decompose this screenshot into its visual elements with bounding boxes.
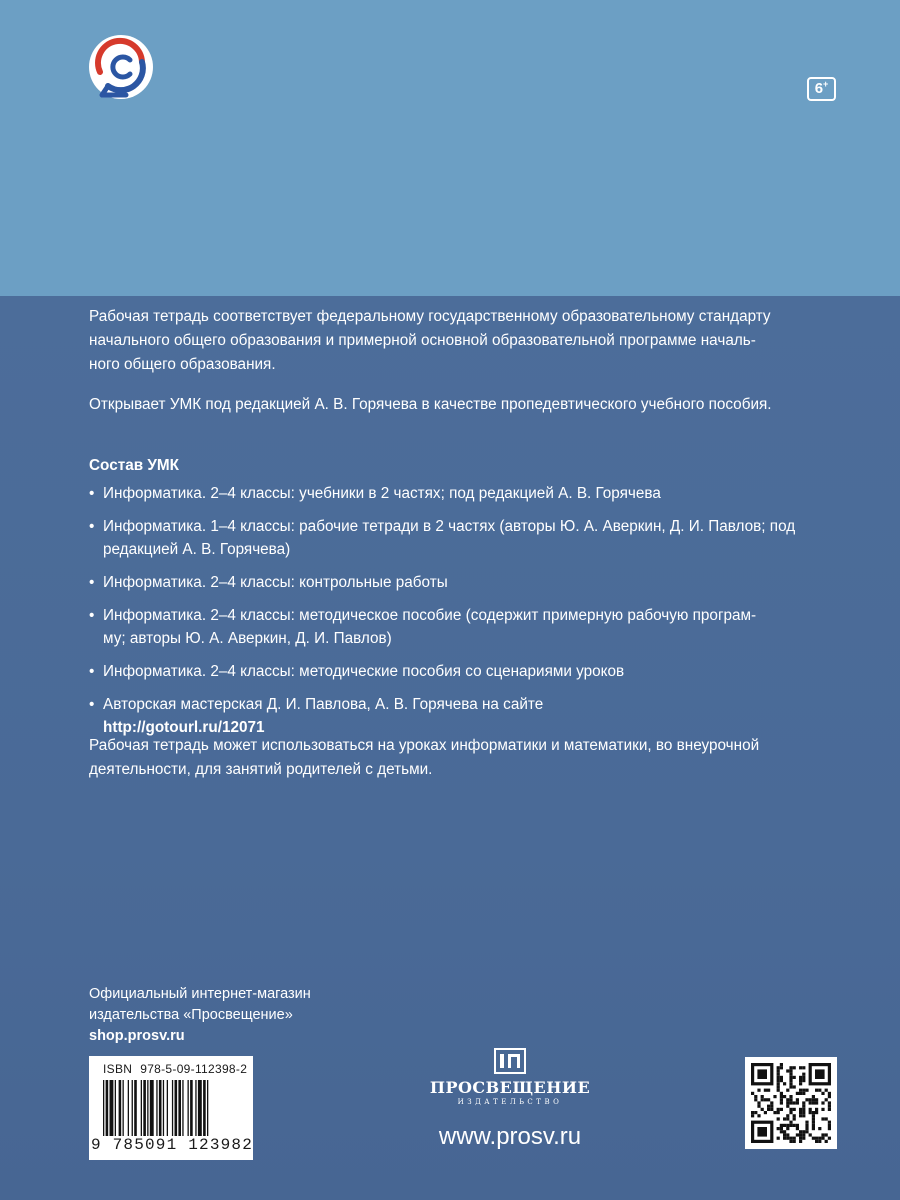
qr-module	[812, 1137, 815, 1140]
qr-module	[796, 1092, 799, 1095]
qr-module	[828, 1105, 831, 1108]
qr-module	[786, 1101, 789, 1104]
qr-module	[802, 1111, 805, 1114]
qr-module	[783, 1137, 786, 1140]
umk-item-text: • Информатика. 2–4 классы: методические пособия со сценариями уроков	[103, 663, 625, 680]
qr-module	[770, 1105, 773, 1108]
umk-item-text: • Информатика. 1–4 классы: рабочие тетради в 2 частях (авторы Ю. А. Аверкин, Д. И. Павлов; под	[103, 518, 796, 535]
qr-module	[751, 1114, 754, 1117]
isbn-barcode	[89, 1056, 253, 1160]
qr-module	[780, 1066, 783, 1069]
qr-module	[812, 1121, 815, 1124]
qr-module	[777, 1089, 780, 1092]
umk-item-text: му; авторы Ю. А. Аверкин, Д. И. Павлов)	[103, 630, 392, 647]
qr-module	[809, 1101, 812, 1104]
isbn-label: ISBN	[103, 1062, 133, 1076]
shop-line: Официальный интернет-магазин	[89, 986, 311, 1002]
qr-module	[802, 1073, 805, 1076]
qr-module	[802, 1130, 805, 1133]
barcode-bar	[188, 1080, 189, 1136]
qr-module	[802, 1076, 805, 1079]
barcode-bar	[182, 1080, 183, 1136]
qr-module	[783, 1124, 786, 1127]
umk-list	[89, 482, 834, 749]
qr-module	[799, 1076, 802, 1079]
qr-finder	[757, 1127, 767, 1137]
barcode-bar	[119, 1080, 122, 1136]
umk-title: Состав УМК	[89, 457, 179, 474]
qr-module	[777, 1066, 780, 1069]
publisher-emblem-icon	[494, 1048, 526, 1074]
barcode-bar	[141, 1080, 142, 1136]
qr-module	[793, 1101, 796, 1104]
qr-module	[805, 1098, 808, 1101]
qr-module	[793, 1117, 796, 1120]
qr-module	[770, 1108, 773, 1111]
qr-module	[799, 1133, 802, 1136]
shop-link[interactable]: shop.prosv.ru	[89, 1028, 185, 1044]
qr-finder	[757, 1069, 767, 1079]
barcode-bar	[150, 1080, 154, 1136]
isbn-line	[103, 1062, 247, 1076]
qr-module	[815, 1101, 818, 1104]
qr-module	[777, 1079, 780, 1082]
qr-module	[789, 1082, 792, 1085]
usage-paragraph	[89, 734, 834, 782]
qr-module	[786, 1137, 789, 1140]
qr-module	[786, 1098, 789, 1101]
qr-module	[825, 1098, 828, 1101]
qr-module	[780, 1076, 783, 1079]
qr-module	[818, 1089, 821, 1092]
qr-module	[780, 1124, 783, 1127]
qr-module	[793, 1140, 796, 1143]
age-rating-plus: +	[823, 79, 829, 89]
qr-module	[783, 1133, 786, 1136]
barcode-bar	[132, 1080, 133, 1136]
barcode-bar	[134, 1080, 137, 1136]
umk-item-text: • Информатика. 2–4 классы: методическое пособие (содержит примерную рабочую програм-	[103, 607, 757, 624]
qr-module	[767, 1098, 770, 1101]
qr-module	[764, 1089, 767, 1092]
qr-module	[761, 1095, 764, 1098]
usage-line: Рабочая тетрадь может использоваться на уроках информатики и математики, во внеурочной	[89, 737, 760, 754]
qr-module	[799, 1130, 802, 1133]
qr-module	[799, 1140, 802, 1143]
qr-module	[777, 1085, 780, 1088]
intro-line: начального общего образования и примерной основной образовательной программе началь-	[89, 332, 756, 349]
umk-item-text: • Авторская мастерская Д. И. Павлова, А. В. Горячева на сайте	[103, 696, 544, 713]
qr-module	[777, 1111, 780, 1114]
qr-module	[809, 1111, 812, 1114]
qr-module	[821, 1117, 824, 1120]
qr-module	[770, 1101, 773, 1104]
qr-module	[799, 1079, 802, 1082]
qr-module	[789, 1137, 792, 1140]
qr-module	[821, 1108, 824, 1111]
qr-module	[805, 1124, 808, 1127]
qr-module	[818, 1137, 821, 1140]
qr-module	[825, 1117, 828, 1120]
qr-module	[793, 1114, 796, 1117]
qr-module	[786, 1105, 789, 1108]
qr-module	[812, 1101, 815, 1104]
umk-list-item	[89, 482, 834, 505]
qr-module	[780, 1079, 783, 1082]
qr-module	[767, 1105, 770, 1108]
barcode-bar	[106, 1080, 109, 1136]
qr-module	[783, 1130, 786, 1133]
qr-module	[783, 1082, 786, 1085]
qr-module	[777, 1069, 780, 1072]
qr-module	[818, 1127, 821, 1130]
qr-module	[812, 1114, 815, 1117]
umk-list-item	[89, 660, 834, 683]
qr-module	[796, 1098, 799, 1101]
qr-module	[793, 1108, 796, 1111]
qr-module	[767, 1108, 770, 1111]
qr-module	[802, 1105, 805, 1108]
umk-list-item	[89, 693, 834, 739]
qr-module	[805, 1121, 808, 1124]
qr-module	[780, 1098, 783, 1101]
qr-module	[802, 1114, 805, 1117]
qr-module	[799, 1089, 802, 1092]
barcode-bar	[143, 1080, 146, 1136]
barcode-bar	[159, 1080, 162, 1136]
barcode-bar	[203, 1080, 206, 1136]
qr-module	[815, 1089, 818, 1092]
qr-module	[786, 1069, 789, 1072]
barcode-bar	[147, 1080, 148, 1136]
qr-module	[789, 1095, 792, 1098]
barcode-bar	[110, 1080, 114, 1136]
qr-module	[789, 1069, 792, 1072]
author-workshop-link[interactable]: http://gotourl.ru/12071	[103, 719, 265, 736]
qr-module	[796, 1124, 799, 1127]
qr-module	[825, 1133, 828, 1136]
qr-module	[818, 1140, 821, 1143]
qr-module	[780, 1101, 783, 1104]
barcode-bar	[172, 1080, 173, 1136]
umk-list-item	[89, 515, 834, 561]
qr-module	[821, 1101, 824, 1104]
qr-module	[754, 1095, 757, 1098]
qr-module	[805, 1127, 808, 1130]
qr-module	[802, 1133, 805, 1136]
qr-module	[780, 1092, 783, 1095]
qr-module	[793, 1085, 796, 1088]
qr-module	[789, 1121, 792, 1124]
qr-module	[757, 1089, 760, 1092]
qr-module	[757, 1114, 760, 1117]
barcode-bar	[156, 1080, 157, 1136]
umk-opening-paragraph: Открывает УМК под редакцией А. В. Горячева в качестве пропедевтического учебного пособия.	[89, 396, 772, 413]
qr-module	[757, 1105, 760, 1108]
umk-list-item	[89, 604, 834, 650]
qr-module	[764, 1111, 767, 1114]
barcode-bar	[175, 1080, 178, 1136]
barcode-bar	[207, 1080, 208, 1136]
qr-module	[777, 1073, 780, 1076]
qr-module	[789, 1101, 792, 1104]
qr-module	[812, 1127, 815, 1130]
qr-module	[751, 1111, 754, 1114]
qr-module	[821, 1133, 824, 1136]
qr-module	[828, 1127, 831, 1130]
qr-module	[796, 1101, 799, 1104]
qr-module	[754, 1098, 757, 1101]
qr-module	[809, 1133, 812, 1136]
qr-module	[805, 1130, 808, 1133]
qr-module	[815, 1108, 818, 1111]
qr-module	[789, 1108, 792, 1111]
barcode-digits: 9 785091 123982	[91, 1136, 254, 1154]
barcode-bar	[190, 1080, 193, 1136]
qr-module	[815, 1098, 818, 1101]
qr-module	[828, 1108, 831, 1111]
qr-module	[828, 1101, 831, 1104]
qr-module	[796, 1133, 799, 1136]
qr-module	[802, 1101, 805, 1104]
qr-module	[786, 1124, 789, 1127]
qr-module	[786, 1133, 789, 1136]
barcode-bar	[115, 1080, 116, 1136]
qr-module	[786, 1114, 789, 1117]
umk-item-text: • Информатика. 2–4 классы: контрольные работы	[103, 574, 448, 591]
barcode-bar	[195, 1080, 196, 1136]
qr-module	[799, 1111, 802, 1114]
qr-module	[793, 1076, 796, 1079]
qr-code-icon	[745, 1057, 837, 1149]
qr-module	[757, 1101, 760, 1104]
qr-module	[777, 1117, 780, 1120]
qr-module	[812, 1124, 815, 1127]
qr-module	[780, 1095, 783, 1098]
barcode-bar	[103, 1080, 104, 1136]
qr-module	[809, 1108, 812, 1111]
qr-module	[793, 1066, 796, 1069]
qr-module	[751, 1092, 754, 1095]
age-rating-badge	[807, 77, 836, 101]
qr-module	[789, 1140, 792, 1143]
qr-module	[821, 1137, 824, 1140]
qr-module	[777, 1127, 780, 1130]
qr-finder	[815, 1069, 825, 1079]
qr-module	[789, 1066, 792, 1069]
qr-module	[783, 1117, 786, 1120]
qr-module	[773, 1095, 776, 1098]
qr-module	[799, 1066, 802, 1069]
publisher-name: ПРОСВЕЩЕНИЕ	[429, 1078, 591, 1097]
qr-module	[777, 1108, 780, 1111]
qr-module	[809, 1098, 812, 1101]
qr-module	[812, 1098, 815, 1101]
qr-module	[761, 1108, 764, 1111]
qr-module	[777, 1076, 780, 1079]
publisher-logo	[420, 1048, 600, 1106]
qr-module	[789, 1079, 792, 1082]
qr-module	[802, 1079, 805, 1082]
qr-module	[812, 1111, 815, 1114]
qr-module	[786, 1117, 789, 1120]
qr-module	[793, 1137, 796, 1140]
qr-module	[767, 1089, 770, 1092]
barcode-bar	[123, 1080, 124, 1136]
intro-line: Рабочая тетрадь соответствует федеральному государственному образовательному стандарту	[89, 308, 771, 325]
qr-module	[789, 1124, 792, 1127]
publisher-website[interactable]: www.prosv.ru	[438, 1123, 582, 1150]
qr-module	[780, 1127, 783, 1130]
qr-module	[786, 1127, 789, 1130]
qr-module	[761, 1098, 764, 1101]
qr-module	[812, 1095, 815, 1098]
qr-module	[777, 1137, 780, 1140]
qr-module	[786, 1089, 789, 1092]
usage-line: деятельности, для занятий родителей с детьми.	[89, 761, 433, 778]
qr-module	[828, 1124, 831, 1127]
qr-module	[828, 1092, 831, 1095]
qr-module	[754, 1111, 757, 1114]
publisher-subtitle: ИЗДАТЕЛЬСТВО	[457, 1098, 563, 1106]
qr-module	[802, 1108, 805, 1111]
qr-module	[773, 1111, 776, 1114]
qr-module	[789, 1098, 792, 1101]
qr-module	[825, 1140, 828, 1143]
barcode-bar	[128, 1080, 129, 1136]
barcode-bar	[163, 1080, 164, 1136]
qr-module	[799, 1082, 802, 1085]
umk-item-text: редакцией А. В. Горячева)	[103, 541, 291, 558]
qr-module	[821, 1092, 824, 1095]
barcode-bar	[178, 1080, 181, 1136]
qr-module	[780, 1063, 783, 1066]
qr-module	[783, 1095, 786, 1098]
age-rating-value: 6	[814, 80, 824, 97]
qr-module	[780, 1108, 783, 1111]
umk-item-text: • Информатика. 2–4 классы: учебники в 2 частях; под редакцией А. В. Горячева	[103, 485, 661, 502]
barcode-bars-icon	[103, 1080, 239, 1136]
qr-module	[789, 1085, 792, 1088]
qr-module	[802, 1066, 805, 1069]
qr-module	[802, 1137, 805, 1140]
qr-module	[828, 1095, 831, 1098]
umk-list-item	[89, 571, 834, 594]
qr-module	[799, 1092, 802, 1095]
qr-module	[789, 1076, 792, 1079]
qr-module	[799, 1114, 802, 1117]
qr-module	[780, 1130, 783, 1133]
qr-module	[796, 1127, 799, 1130]
qr-module	[815, 1111, 818, 1114]
qr-module	[799, 1137, 802, 1140]
barcode-bar	[167, 1080, 168, 1136]
qr-module	[789, 1073, 792, 1076]
qr-module	[764, 1098, 767, 1101]
isbn-number: 978-5-09-112398-2	[140, 1062, 248, 1076]
intro-paragraph	[89, 305, 834, 377]
publisher-swirl-logo-icon	[86, 32, 156, 102]
qr-module	[789, 1111, 792, 1114]
qr-module	[805, 1089, 808, 1092]
qr-module	[812, 1117, 815, 1120]
qr-module	[793, 1124, 796, 1127]
shop-info	[89, 984, 311, 1047]
qr-module	[802, 1089, 805, 1092]
intro-line: ного общего образования.	[89, 356, 276, 373]
barcode-bar	[198, 1080, 202, 1136]
qr-module	[825, 1089, 828, 1092]
qr-module	[828, 1121, 831, 1124]
shop-line: издательства «Просвещение»	[89, 1007, 293, 1023]
qr-module	[828, 1137, 831, 1140]
qr-module	[815, 1140, 818, 1143]
qr-module	[799, 1108, 802, 1111]
qr-module	[777, 1082, 780, 1085]
qr-module	[802, 1092, 805, 1095]
qr-module	[815, 1137, 818, 1140]
